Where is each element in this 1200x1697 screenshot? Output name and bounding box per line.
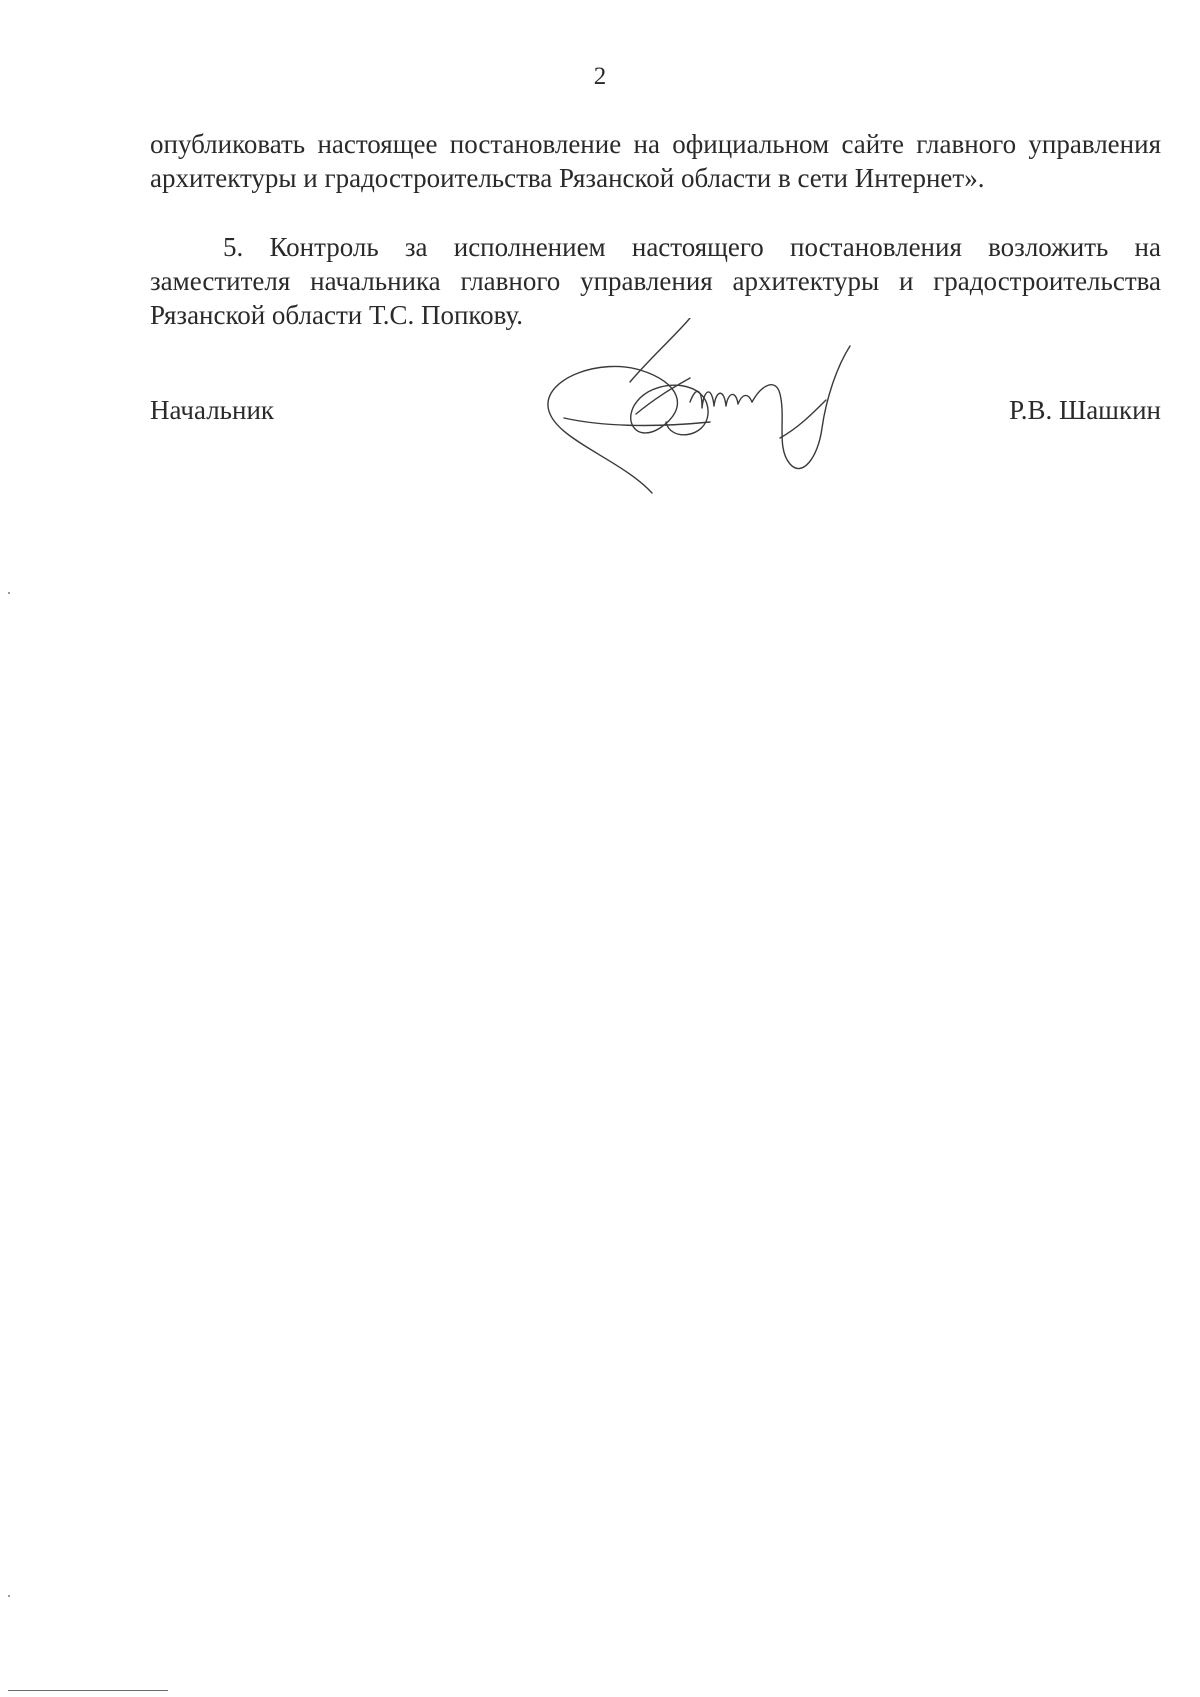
scan-speck [8,592,10,594]
signer-name: Р.В. Шашкин [1009,395,1161,425]
signer-title: Начальник [150,395,275,425]
paragraph-item-5: 5. Контроль за исполнением настоящего постановления возложить на заместителя начальника главного управления архитектуры и градостроительства Рязанской области Т.С. Попкову. [150,232,1161,330]
page-number: 2 [593,63,607,90]
paragraph-continued: опубликовать настоящее постановление на официальном сайте главного управления архитектуры и градостроительства Рязанской области в сети Интернет». [150,129,1161,193]
footer-rule [8,1690,168,1691]
handwritten-signature [540,318,870,496]
scan-speck [8,1595,10,1597]
